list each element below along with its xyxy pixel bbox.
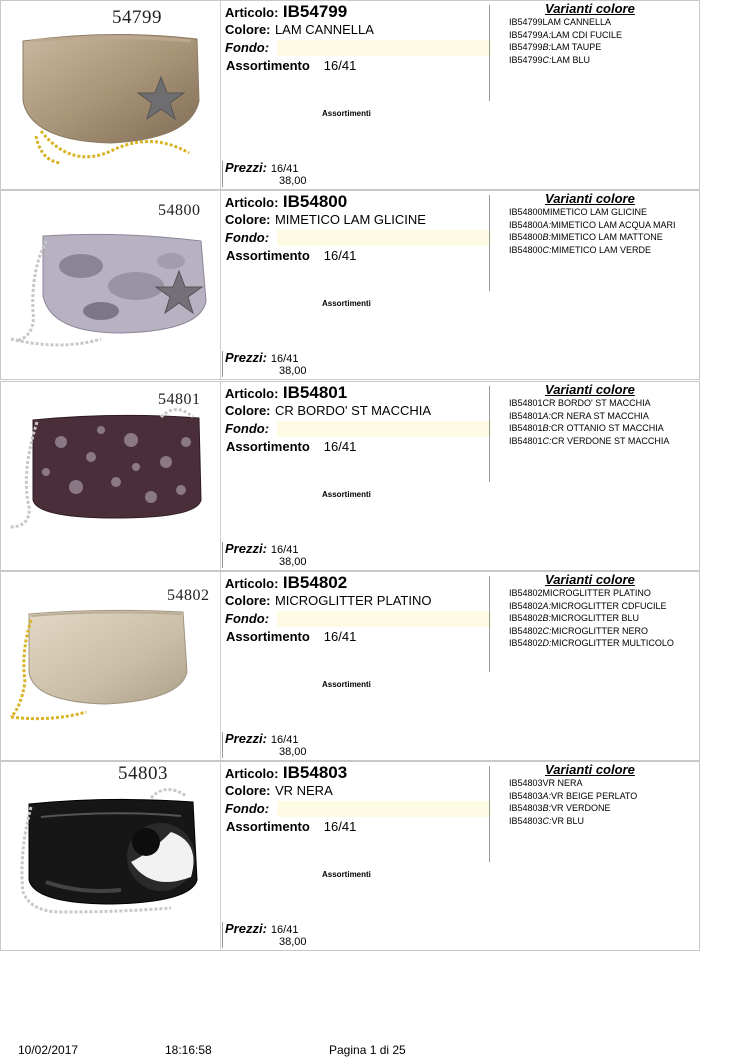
product-photo — [1, 1, 221, 189]
bag-image-nera — [1, 762, 221, 950]
assortimenti-caption: Assortimenti — [322, 299, 371, 308]
fondo-label: Fondo: — [225, 40, 270, 55]
product-code-label: 54801 — [158, 391, 201, 408]
list-item: IB54801A:CR NERA ST MACCHIA — [509, 410, 649, 421]
articolo-label: Articolo: — [225, 386, 279, 401]
product-photo — [1, 762, 221, 950]
prezzi-label: Prezzi: — [225, 731, 267, 746]
articolo-value: IB54803 — [282, 763, 348, 782]
product-info — [222, 382, 490, 570]
divider — [489, 5, 490, 101]
footer-time: 18:16:58 — [165, 1043, 212, 1057]
fondo-label: Fondo: — [225, 611, 270, 626]
product-row — [0, 761, 700, 951]
price-value: 38,00 — [279, 365, 307, 377]
fondo-field — [277, 40, 491, 56]
assortimento-value: 16/41 — [323, 439, 357, 454]
divider — [489, 195, 490, 291]
assortimenti-caption: Assortimenti — [322, 870, 371, 879]
price-value: 38,00 — [279, 175, 307, 187]
product-code-label: 54802 — [167, 587, 210, 604]
variant-list — [509, 16, 622, 66]
prezzi-label: Prezzi: — [225, 541, 267, 556]
fondo-label: Fondo: — [225, 230, 270, 245]
fondo-field — [277, 230, 491, 246]
list-item: IB54802C:MICROGLITTER NERO — [509, 625, 649, 636]
product-code-label: 54803 — [118, 763, 168, 784]
articolo-value: IB54800 — [282, 192, 348, 211]
assortimenti-caption: Assortimenti — [322, 109, 371, 118]
product-info — [222, 191, 490, 379]
variant-list — [509, 587, 674, 650]
divider — [489, 576, 490, 672]
colore-value: LAM CANNELLA — [274, 22, 374, 37]
fondo-label: Fondo: — [225, 801, 270, 816]
divider — [222, 922, 223, 948]
assortimento-label: Assortimento — [226, 629, 310, 644]
list-item: IB54801C:CR VERDONE ST MACCHIA — [509, 435, 670, 446]
articolo-label: Articolo: — [225, 195, 279, 210]
colore-label: Colore: — [225, 212, 271, 227]
fondo-field — [277, 421, 491, 437]
price-value: 38,00 — [279, 746, 307, 758]
colore-value: CR BORDO' ST MACCHIA — [274, 403, 432, 418]
divider — [222, 732, 223, 758]
variants-title: Varianti colore — [545, 572, 635, 587]
footer-date: 10/02/2017 — [18, 1043, 79, 1057]
variant-list — [509, 206, 676, 256]
colore-label: Colore: — [225, 593, 271, 608]
list-item: IB54799C:LAM BLU — [509, 54, 591, 65]
assortimento-label: Assortimento — [226, 58, 310, 73]
assortimento-value: 16/41 — [323, 819, 357, 834]
list-item: IB54799B:LAM TAUPE — [509, 42, 602, 52]
list-item: IB54803B:VR VERDONE — [509, 803, 611, 813]
list-item: IB54803A:VR BEIGE PERLATO — [509, 790, 638, 801]
articolo-value: IB54802 — [282, 573, 348, 592]
prezzi-label: Prezzi: — [225, 350, 267, 365]
variants-title: Varianti colore — [545, 1, 635, 16]
articolo-label: Articolo: — [225, 576, 279, 591]
list-item: IB54803C:VR BLU — [509, 815, 585, 826]
product-code-label: 54800 — [158, 202, 201, 219]
fondo-field — [277, 611, 491, 627]
assortimento-value: 16/41 — [323, 248, 357, 263]
assortimento-value: 16/41 — [323, 58, 357, 73]
assortimenti-caption: Assortimenti — [322, 680, 371, 689]
variants-title: Varianti colore — [545, 191, 635, 206]
price-value: 38,00 — [279, 936, 307, 948]
assortimento-label: Assortimento — [226, 819, 310, 834]
product-row — [0, 190, 700, 380]
variant-list — [509, 397, 669, 447]
assortimenti-caption: Assortimenti — [322, 490, 371, 499]
list-item: IB54800B:MIMETICO LAM MATTONE — [509, 232, 663, 242]
list-item: IB54802MICROGLITTER PLATINO — [509, 588, 651, 598]
product-info — [222, 572, 490, 760]
colore-value: MICROGLITTER PLATINO — [274, 593, 432, 608]
colore-value: VR NERA — [274, 783, 333, 798]
list-item: IB54803VR NERA — [509, 778, 583, 788]
prezzi-label: Prezzi: — [225, 160, 267, 175]
list-item: IB54802D:MICROGLITTER MULTICOLO — [509, 638, 674, 648]
prezzi-size: 16/41 — [270, 163, 299, 175]
list-item: IB54802B:MICROGLITTER BLU — [509, 613, 640, 623]
list-item: IB54802A:MICROGLITTER CDFUCILE — [509, 600, 667, 611]
list-item: IB54801B:CR OTTANIO ST MACCHIA — [509, 423, 664, 433]
prezzi-size: 16/41 — [270, 734, 299, 746]
list-item: IB54799LAM CANNELLA — [509, 17, 612, 27]
product-row — [0, 571, 700, 761]
list-item: IB54800A:MIMETICO LAM ACQUA MARI — [509, 219, 676, 230]
articolo-label: Articolo: — [225, 766, 279, 781]
colore-label: Colore: — [225, 22, 271, 37]
list-item: IB54799A:LAM CDI FUCILE — [509, 29, 623, 40]
price-value: 38,00 — [279, 556, 307, 568]
assortimento-label: Assortimento — [226, 439, 310, 454]
divider — [489, 766, 490, 862]
colore-label: Colore: — [225, 403, 271, 418]
prezzi-size: 16/41 — [270, 924, 299, 936]
fondo-label: Fondo: — [225, 421, 270, 436]
variants-title: Varianti colore — [545, 382, 635, 397]
product-info — [222, 762, 490, 950]
bag-image-cannella — [1, 1, 221, 189]
product-row — [0, 381, 700, 571]
prezzi-label: Prezzi: — [225, 921, 267, 936]
footer-page-number: Pagina 1 di 25 — [329, 1043, 406, 1057]
assortimento-value: 16/41 — [323, 629, 357, 644]
colore-value: MIMETICO LAM GLICINE — [274, 212, 426, 227]
product-row — [0, 0, 700, 190]
variants-title: Varianti colore — [545, 762, 635, 777]
divider — [222, 161, 223, 187]
prezzi-size: 16/41 — [270, 544, 299, 556]
divider — [222, 351, 223, 377]
divider — [222, 542, 223, 568]
articolo-value: IB54801 — [282, 383, 348, 402]
product-photo — [1, 191, 221, 379]
product-photo — [1, 572, 221, 760]
list-item: IB54800C:MIMETICO LAM VERDE — [509, 244, 652, 255]
list-item: IB54801CR BORDO' ST MACCHIA — [509, 398, 651, 408]
product-code-label: 54799 — [112, 7, 162, 28]
prezzi-size: 16/41 — [270, 353, 299, 365]
product-photo — [1, 382, 221, 570]
variant-list — [509, 777, 637, 827]
fondo-field — [277, 801, 491, 817]
articolo-label: Articolo: — [225, 5, 279, 20]
divider — [489, 386, 490, 482]
colore-label: Colore: — [225, 783, 271, 798]
product-info — [222, 1, 490, 189]
assortimento-label: Assortimento — [226, 248, 310, 263]
bag-image-bordo — [1, 382, 221, 570]
list-item: IB54800MIMETICO LAM GLICINE — [509, 207, 648, 217]
articolo-value: IB54799 — [282, 2, 348, 21]
